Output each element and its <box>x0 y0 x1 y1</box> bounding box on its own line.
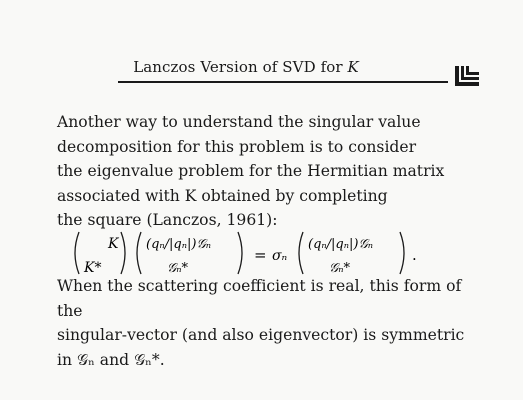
vector-bottom-right: 𝒢ₙ* <box>329 261 351 276</box>
equals-sign: = <box>254 246 267 264</box>
slide-title-prefix: Lanczos Version of SVD for <box>133 58 348 76</box>
vector-bottom-left: 𝒢ₙ* <box>167 261 189 276</box>
equation-period: . <box>412 246 417 264</box>
eigenvalue-symbol: σₙ <box>272 248 288 264</box>
symmetry-paragraph <box>57 274 487 372</box>
intro-line-5: the square (Lanczos, 1961): <box>57 211 278 229</box>
symmetry-line-1: When the scattering coefficient is real, this form of the <box>57 277 462 320</box>
intro-line-2: decomposition for this problem is to consider <box>57 137 417 156</box>
vector-top-left: (qₙ/|qₙ|)𝒢ₙ <box>146 237 211 252</box>
title-rule <box>118 81 448 83</box>
lab-logo-icon <box>454 65 480 87</box>
intro-line-3: the eigenvalue problem for the Hermitian matrix <box>57 162 445 180</box>
matrix-upper-right: K <box>108 236 119 252</box>
symmetry-line-2: singular-vector (and also eigenvector) is symmetric <box>57 326 465 344</box>
intro-line-4: associated with K obtained by completing <box>57 186 388 205</box>
intro-line-1: Another way to understand the singular value <box>57 113 421 131</box>
slide-title <box>0 58 492 76</box>
matrix-lower-left: K* <box>84 260 102 276</box>
slide-title-variable: K <box>347 58 359 76</box>
symmetry-line-3: in 𝒢ₙ and 𝒢ₙ*. <box>57 350 165 369</box>
intro-paragraph <box>57 110 487 233</box>
vector-top-right: (qₙ/|qₙ|)𝒢ₙ <box>308 237 373 252</box>
block-matrix-equation <box>70 228 470 278</box>
